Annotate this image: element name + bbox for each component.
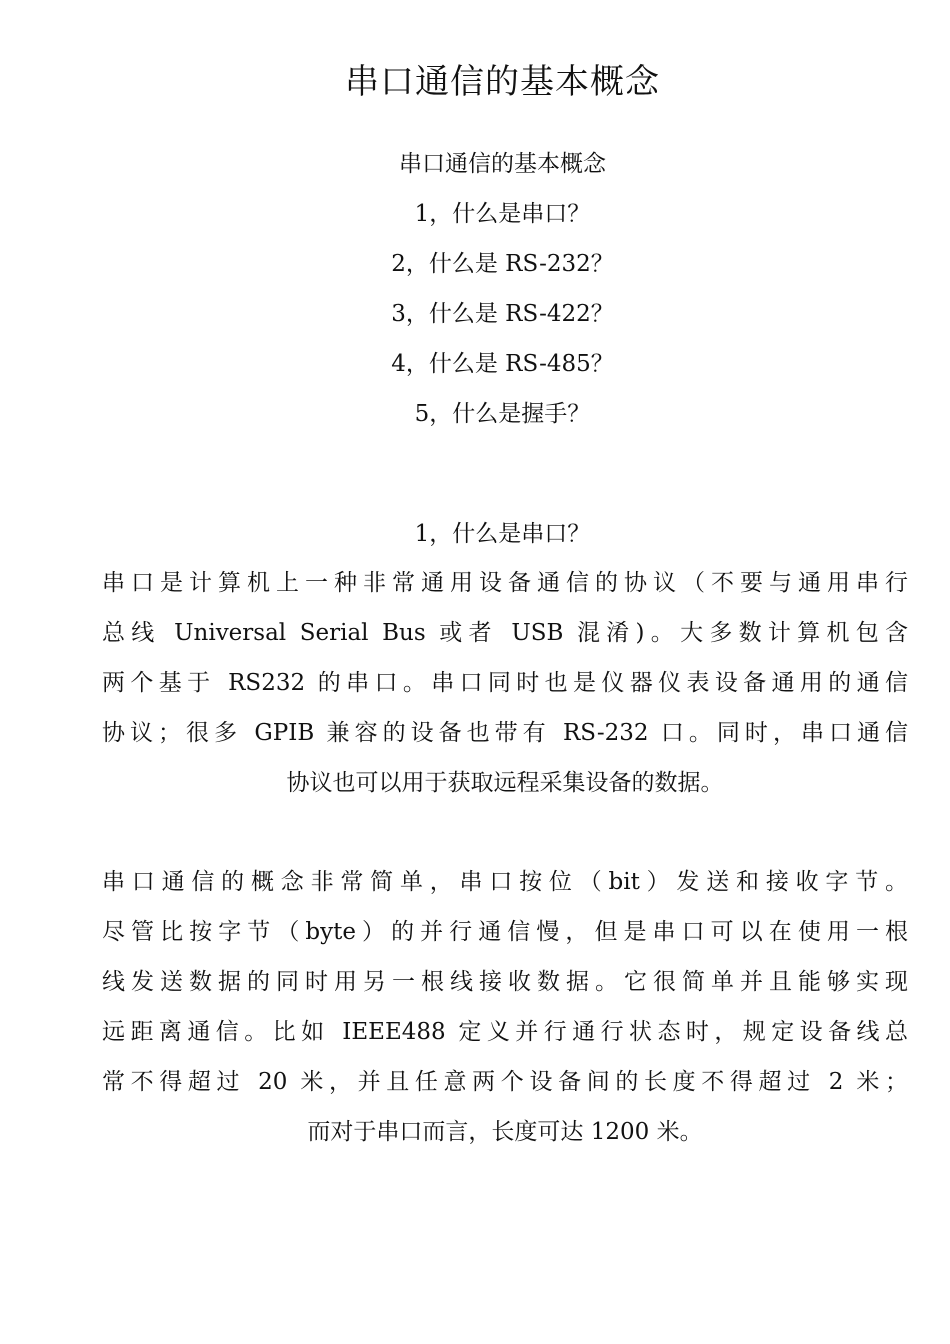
paragraph-line: 协议也可以用于获取远程采集设备的数据。	[286, 770, 724, 796]
toc-item-3: 3，什么是 RS-422？	[391, 301, 614, 327]
paragraph-line: 串口通信的概念非常简单，串口按位（bit）发送和接收字节。	[102, 869, 908, 895]
paragraph-serial-port-definition	[102, 558, 908, 808]
paragraph-line: 尽管比按字节（byte）的并行通信慢，但是串口可以在使用一根	[102, 919, 908, 945]
paragraph-line: 串口是计算机上一种非常通用设备通信的协议（不要与通用串行	[102, 570, 908, 596]
paragraph-line: 协议；很多 GPIB 兼容的设备也带有 RS-232 口。同时，串口通信	[102, 720, 908, 746]
toc-item-2: 2，什么是 RS-232？	[391, 251, 614, 277]
paragraph-serial-communication-concept	[102, 857, 908, 1157]
paragraph-line: 线发送数据的同时用另一根线接收数据。它很简单并且能够实现	[102, 969, 908, 995]
paragraph-line: 而对于串口而言，长度可达 1200 米。	[307, 1119, 703, 1145]
table-of-contents	[0, 139, 950, 439]
toc-item-5: 5，什么是握手？	[414, 401, 591, 427]
toc-heading: 串口通信的基本概念	[399, 151, 606, 177]
toc-item-4: 4，什么是 RS-485？	[391, 351, 614, 377]
paragraph-line: 远距离通信。比如 IEEE488 定义并行通行状态时，规定设备线总	[102, 1019, 908, 1045]
section-heading: 1，什么是串口？	[414, 521, 591, 547]
paragraph-line: 两个基于 RS232 的串口。串口同时也是仪器仪表设备通用的通信	[102, 670, 908, 696]
document-title: 串口通信的基本概念	[345, 62, 660, 102]
toc-item-1: 1，什么是串口？	[414, 201, 591, 227]
paragraph-line: 总线 Universal Serial Bus 或者 USB 混淆)。大多数计算机包含	[102, 620, 908, 646]
paragraph-line: 常不得超过 20 米，并且任意两个设备间的长度不得超过 2 米；	[102, 1069, 908, 1095]
